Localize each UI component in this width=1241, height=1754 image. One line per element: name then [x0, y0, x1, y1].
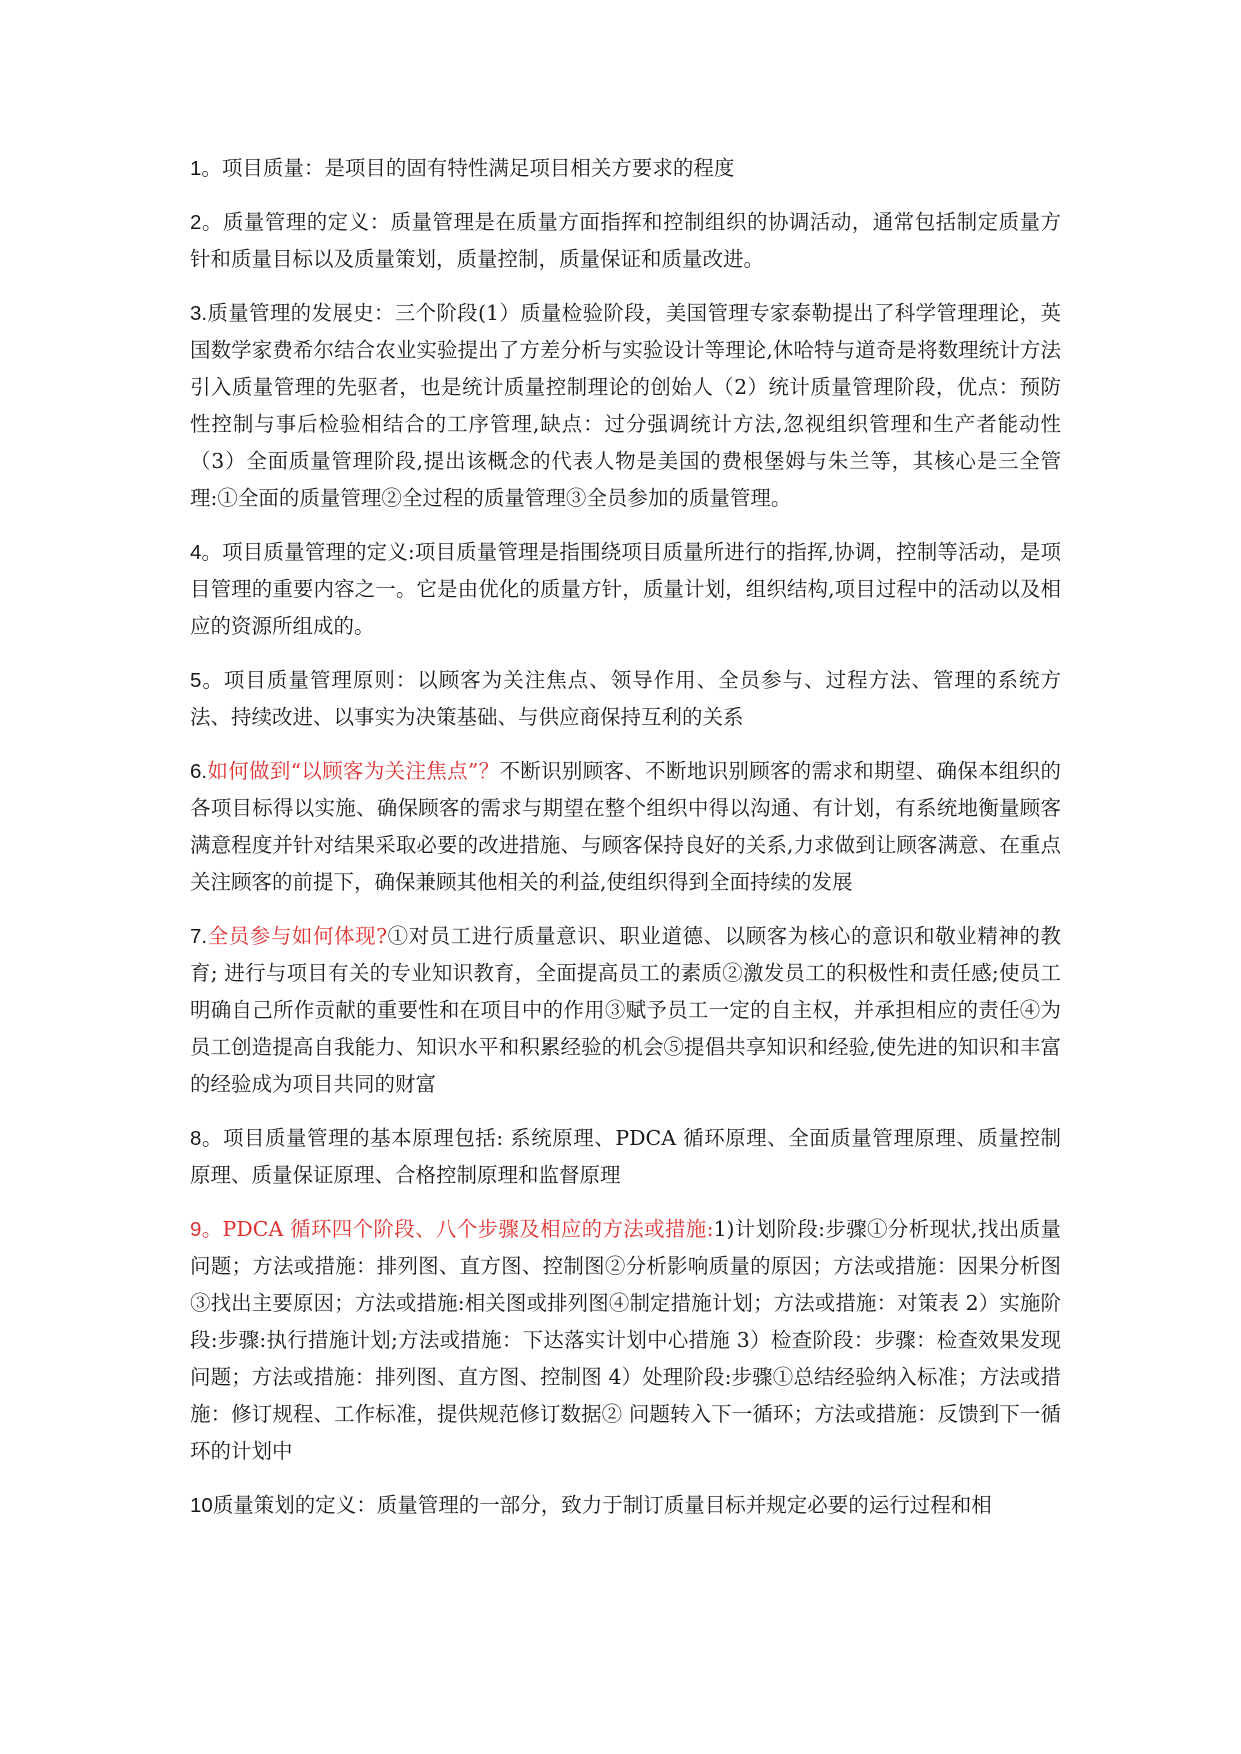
paragraph-1: 1。项目质量：是项目的固有特性满足项目相关方要求的程度: [190, 156, 735, 180]
paragraph-3: 3.质量管理的发展史：三个阶段(1）质量检验阶段，美国管理专家泰勒提出了科学管理理论，英国数学家费希尔结合农业实验提出了方差分析与实验设计等理论,休哈特与道奇是将数理统计方法引入质量管理的先驱者，也是统计质量控制理论的创始人（2）统计质量管理阶段，优点：预防性控制与事后检验相结合的工序管理,缺点：过分强调统计方法,忽视组织管理和生产者能动性（3）全面质量管理阶段,提出该概念的代表人物是美国的费根堡姆与朱兰等，其核心是三全管理:①全面的质量管理②全过程的质量管理③全员参加的质量管理。: [190, 301, 1061, 510]
paragraph-9: 9。PDCA 循环四个阶段、八个步骤及相应的方法或措施:1)计划阶段:步骤①分析现状,找出质量问题；方法或措施：排列图、直方图、控制图②分析影响质量的原因；方法或措施：因果分析图③找出主要原因；方法或措施:相关图或排列图④制定措施计划；方法或措施：对策表 2）实施阶段:步骤:执行措施计划;方法或措施：下达落实计划中心措施 3）检查阶段：步骤：检查效果发现问题；方法或措施：排列图、直方图、控制图 4）处理阶段:步骤①总结经验纳入标准；方法或措施：修订规程、工作标准，提供规范修订数据② 问题转入下一循环；方法或措施：反馈到下一循环的计划中: [190, 1217, 1061, 1463]
highlighted-heading: 如何做到“以顾客为关注焦点”？: [207, 759, 500, 783]
paragraph-6: 6.如何做到“以顾客为关注焦点”？不断识别顾客、不断地识别顾客的需求和期望、确保本组织的各项目标得以实施、确保顾客的需求与期望在整个组织中得以沟通、有计划，有系统地衡量顾客满意程度并针对结果采取必要的改进措施、与顾客保持良好的关系,力求做到让顾客满意、在重点关注顾客的前提下，确保兼顾其他相关的利益,使组织得到全面持续的发展: [190, 759, 1061, 894]
highlighted-heading: 。PDCA 循环四个阶段、八个步骤及相应的方法或措施:: [201, 1217, 714, 1241]
paragraph-8: 8。项目质量管理的基本原理包括: 系统原理、PDCA 循环原理、全面质量管理原理、质量控制原理、质量保证原理、合格控制原理和监督原理: [190, 1126, 1061, 1187]
paragraph-5: 5。项目质量管理原则：以顾客为关注焦点、领导作用、全员参与、过程方法、管理的系统方法、持续改进、以事实为决策基础、与供应商保持互利的关系: [190, 668, 1061, 729]
paragraph-7: 7.全员参与如何体现?①对员工进行质量意识、职业道德、以顾客为核心的意识和敬业精神的教育; 进行与项目有关的专业知识教育，全面提高员工的素质②激发员工的积极性和责任感;使员工明确自己所作贡献的重要性和在项目中的作用③赋予员工一定的自主权，并承担相应的责任④为员工创造提高自我能力、知识水平和积累经验的机会⑤提倡共享知识和经验,使先进的知识和丰富的经验成为项目共同的财富: [190, 924, 1061, 1096]
paragraph-10: 10质量策划的定义：质量管理的一部分，致力于制订质量目标并规定必要的运行过程和相: [190, 1493, 992, 1517]
paragraph-2: 2。质量管理的定义：质量管理是在质量方面指挥和控制组织的协调活动，通常包括制定质量方针和质量目标以及质量策划，质量控制，质量保证和质量改进。: [190, 210, 1061, 271]
highlighted-heading: 全员参与如何体现?: [207, 924, 388, 948]
paragraph-4: 4。项目质量管理的定义:项目质量管理是指围绕项目质量所进行的指挥,协调，控制等活动，是项目管理的重要内容之一。它是由优化的质量方针，质量计划，组织结构,项目过程中的活动以及相应的资源所组成的。: [190, 540, 1061, 638]
